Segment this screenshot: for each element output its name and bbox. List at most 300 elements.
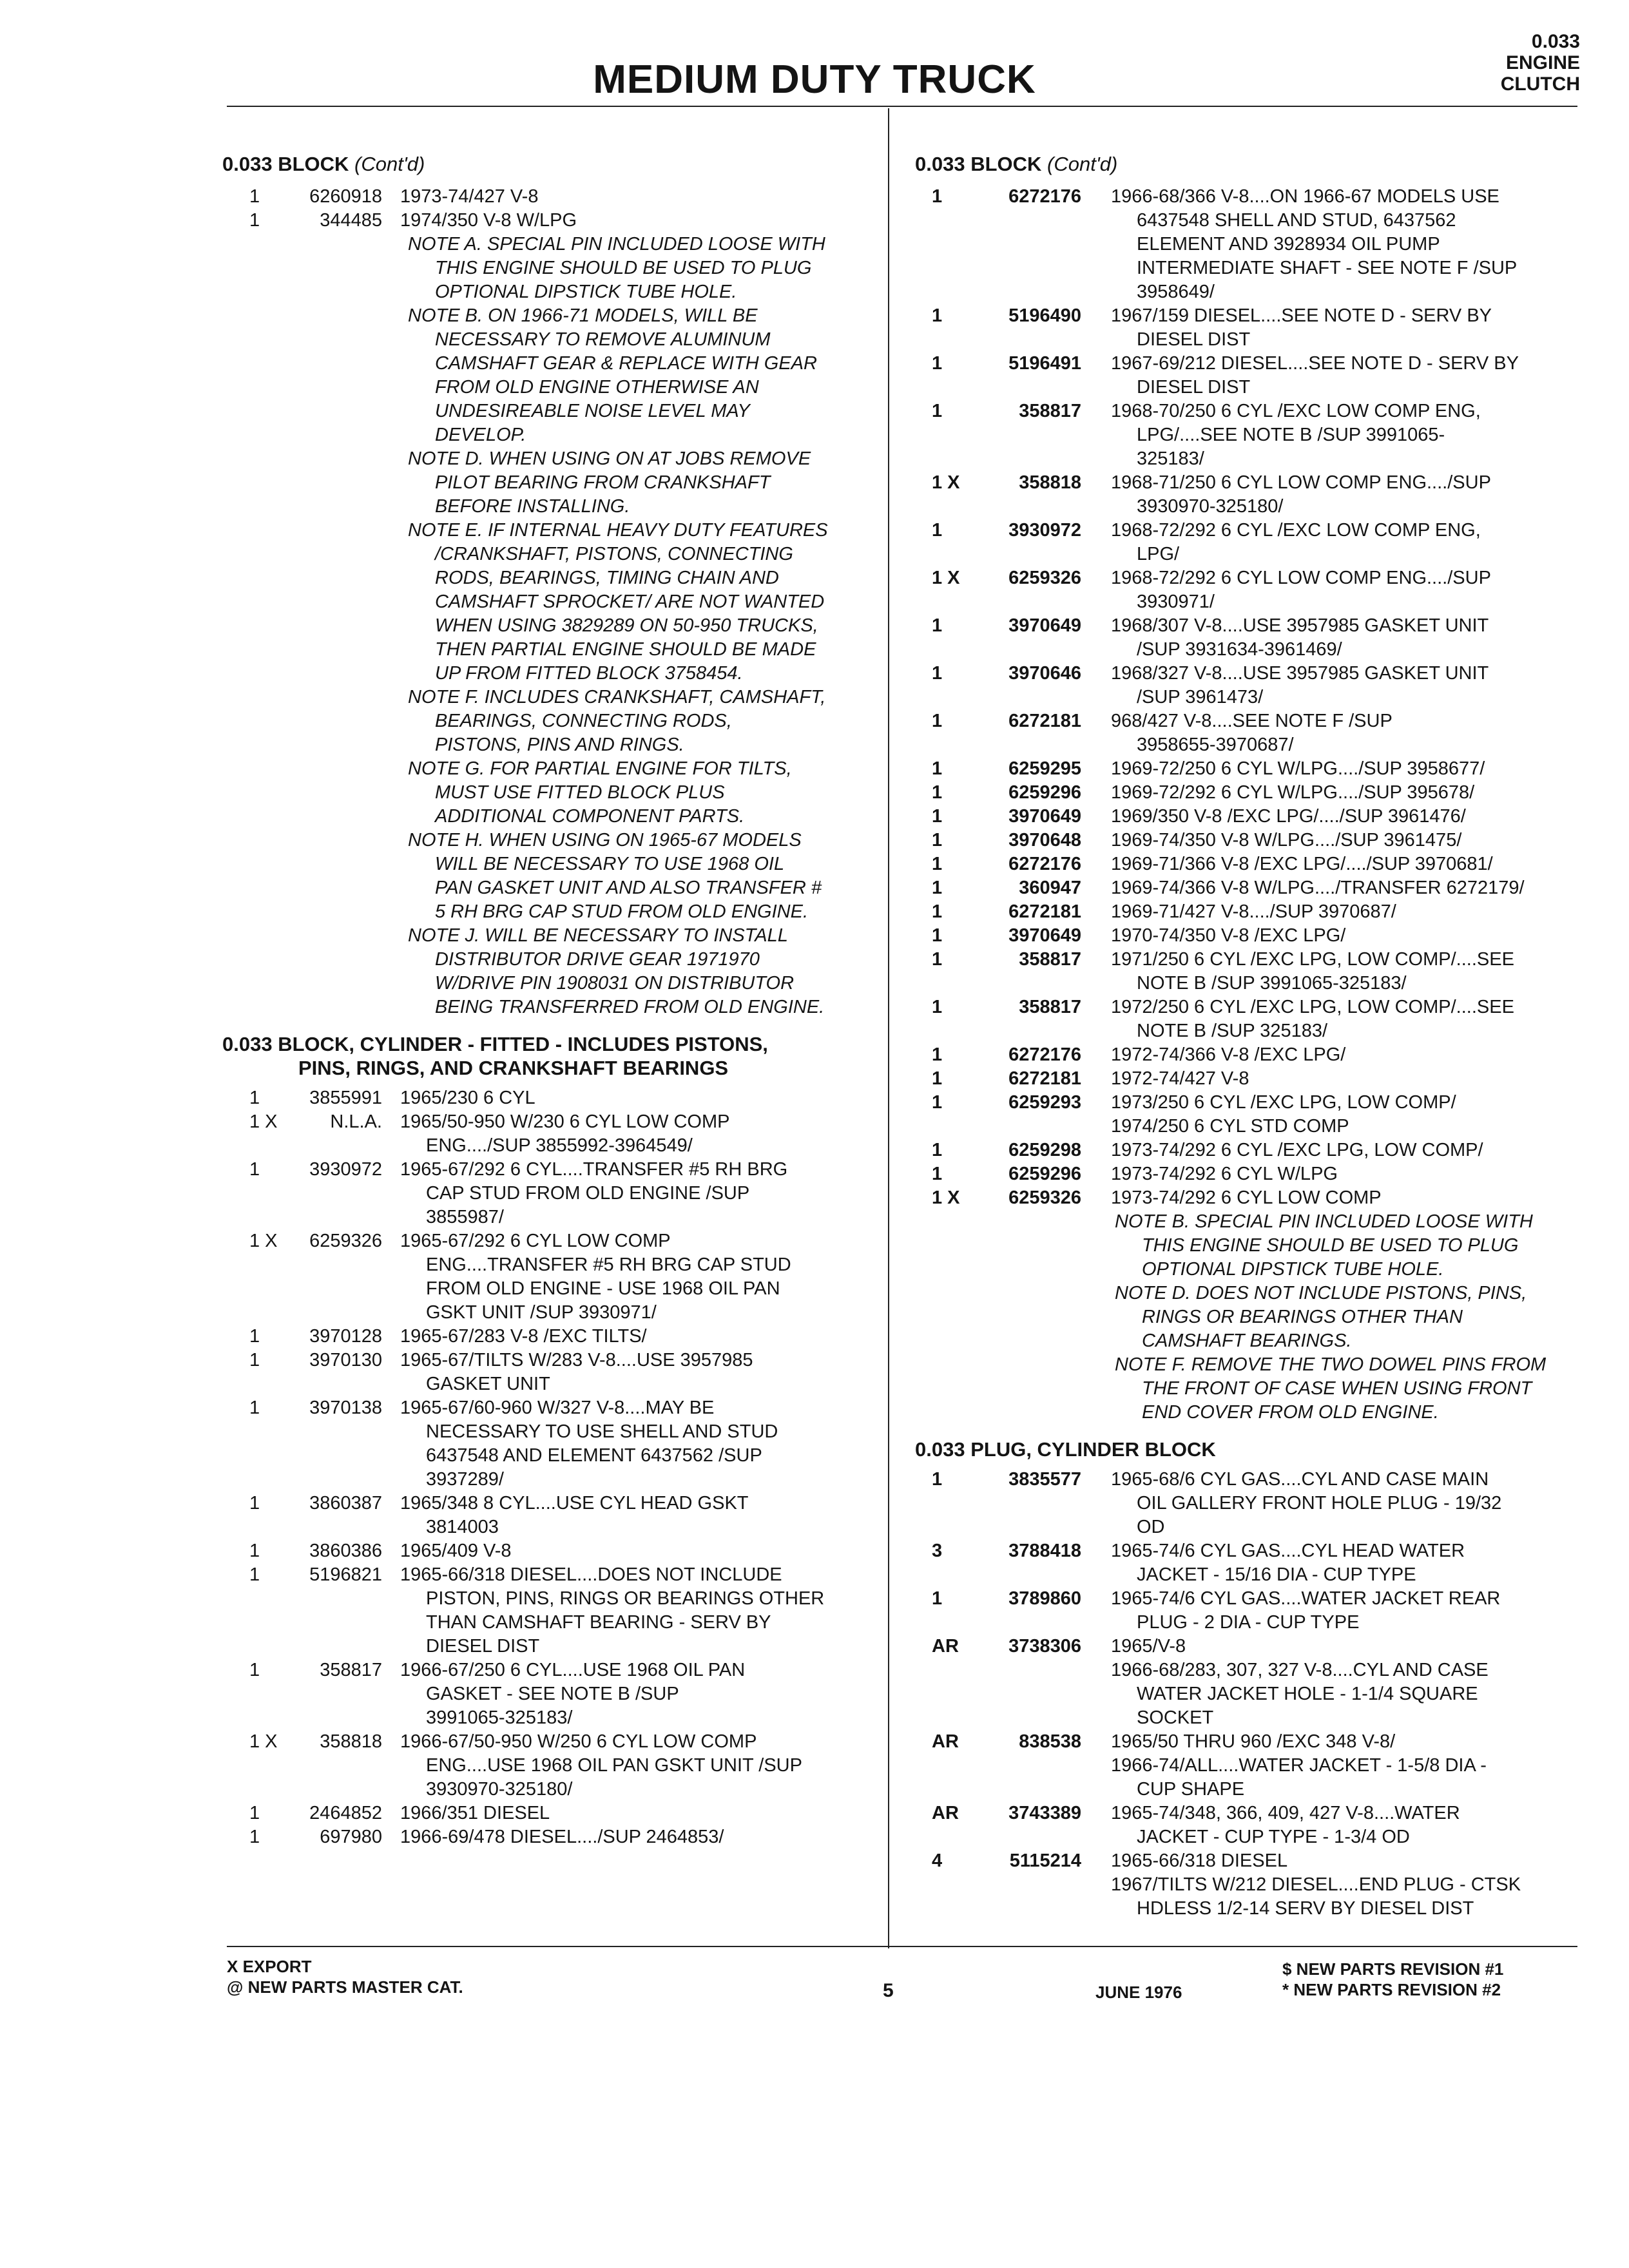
part-entry xyxy=(249,1825,873,1849)
part-number: 358818 xyxy=(1019,472,1081,493)
part-number: 3738306 xyxy=(1008,1636,1081,1657)
part-quantity: 1 xyxy=(932,949,943,970)
part-description-line: 1967/159 DIESEL....SEE NOTE D - SERV BY xyxy=(1111,305,1492,326)
part-description-line: 1966-69/478 DIESEL..../SUP 2464853/ xyxy=(400,1827,724,1847)
part-quantity: AR xyxy=(932,1731,959,1752)
section-number: 0.033 xyxy=(222,153,273,175)
note-block xyxy=(915,1353,1576,1425)
note-line-cont: BEFORE INSTALLING. xyxy=(435,496,630,517)
part-entry xyxy=(932,1043,1576,1067)
part-description-cont: JACKET - CUP TYPE - 1-3/4 OD xyxy=(1137,1827,1410,1847)
part-quantity: 1 xyxy=(932,1164,943,1184)
part-description-line: 1965-66/318 DIESEL xyxy=(1111,1850,1288,1871)
part-description xyxy=(1081,1754,1576,1802)
left-entries-block xyxy=(222,185,873,233)
part-entry xyxy=(932,1091,1576,1115)
part-description-cont: NOTE B /SUP 3991065-325183/ xyxy=(1137,973,1407,994)
part-entry xyxy=(249,1110,873,1158)
section-number: 0.033 xyxy=(915,153,965,175)
part-quantity: 1 xyxy=(932,806,943,827)
part-description xyxy=(1081,519,1576,566)
part-description-line: 1968-70/250 6 CYL /EXC LOW COMP ENG, xyxy=(1111,401,1481,421)
part-description-line: 1965-74/6 CYL GAS....WATER JACKET REAR xyxy=(1111,1588,1501,1609)
part-description-cont: 3814003 xyxy=(426,1517,499,1537)
note-line: NOTE H. WHEN USING ON 1965-67 MODELS xyxy=(408,830,802,850)
part-description xyxy=(1081,1849,1576,1873)
part-description-line: 1966-68/366 V-8....ON 1966-67 MODELS USE xyxy=(1111,186,1499,207)
note-block xyxy=(222,757,873,829)
part-entry xyxy=(249,209,873,233)
part-description-cont: GASKET UNIT xyxy=(426,1374,550,1394)
part-description-line: 1965-67/292 6 CYL LOW COMP xyxy=(400,1231,671,1251)
part-quantity: 1 xyxy=(932,353,943,374)
part-entry xyxy=(249,1539,873,1563)
revision-2-legend: * NEW PARTS REVISION #2 xyxy=(1282,1980,1501,1999)
note-line-cont: BEING TRANSFERRED FROM OLD ENGINE. xyxy=(435,997,825,1017)
part-entry xyxy=(932,1849,1576,1873)
part-number: 6272181 xyxy=(1008,1068,1081,1089)
part-description xyxy=(382,1492,873,1539)
part-description-cont: DIESEL DIST xyxy=(1137,377,1251,398)
note-block xyxy=(222,829,873,924)
part-description-line: 1969-74/350 V-8 W/LPG..../SUP 3961475/ xyxy=(1111,830,1462,850)
part-description-cont: WATER JACKET HOLE - 1-1/4 SQUARE xyxy=(1137,1684,1478,1704)
note-line-cont: FROM OLD ENGINE OTHERWISE AN xyxy=(435,377,759,398)
part-entry xyxy=(932,1139,1576,1162)
part-quantity: 1 xyxy=(932,878,943,898)
note-line-cont: THIS ENGINE SHOULD BE USED TO PLUG xyxy=(435,258,812,278)
part-number: 3860387 xyxy=(309,1493,382,1514)
export-legend: X EXPORT xyxy=(227,1957,312,1976)
section-subgroup: CLUTCH xyxy=(1500,73,1580,95)
note-line-cont: /CRANKSHAFT, PISTONS, CONNECTING xyxy=(435,544,793,564)
part-number: 3835577 xyxy=(1008,1469,1081,1490)
part-number: 3788418 xyxy=(1008,1541,1081,1561)
part-description-line: 1966-74/ALL....WATER JACKET - 1-5/8 DIA - xyxy=(1111,1755,1487,1776)
section-number: 0.033 xyxy=(1531,31,1580,52)
part-description-line: 1965-74/6 CYL GAS....CYL HEAD WATER xyxy=(1111,1541,1465,1561)
part-number: 344485 xyxy=(320,210,382,231)
section-continued: (Cont'd) xyxy=(1047,153,1118,175)
part-description-cont: INTERMEDIATE SHAFT - SEE NOTE F /SUP xyxy=(1137,258,1518,278)
note-line-cont: DEVELOP. xyxy=(435,425,526,445)
part-description xyxy=(1081,805,1576,829)
part-description-line: 1966-67/250 6 CYL....USE 1968 OIL PAN xyxy=(400,1660,746,1680)
part-entry xyxy=(249,1563,873,1658)
part-number: 6272176 xyxy=(1008,186,1081,207)
part-description-line: 1965-67/283 V-8 /EXC TILTS/ xyxy=(400,1326,647,1347)
note-line-cont: PAN GASKET UNIT AND ALSO TRANSFER # xyxy=(435,878,822,898)
part-quantity: 1 xyxy=(932,997,943,1017)
part-quantity: 1 X xyxy=(249,1231,278,1251)
part-description-cont: CAP STUD FROM OLD ENGINE /SUP xyxy=(426,1183,750,1204)
part-entry xyxy=(249,1325,873,1349)
part-quantity: 1 xyxy=(932,901,943,922)
part-description xyxy=(382,1802,873,1825)
part-number: 6259296 xyxy=(1008,782,1081,803)
part-description xyxy=(1081,566,1576,614)
part-quantity: 4 xyxy=(932,1850,943,1871)
section-heading-plug xyxy=(915,1437,1576,1461)
part-entry xyxy=(932,1635,1576,1658)
part-description-cont: NECESSARY TO USE SHELL AND STUD xyxy=(426,1421,778,1442)
part-description-line: 1968-71/250 6 CYL LOW COMP ENG..../SUP xyxy=(1111,472,1491,493)
part-description-line: 1973-74/292 6 CYL LOW COMP xyxy=(1111,1187,1382,1208)
note-line-cont: CAMSHAFT GEAR & REPLACE WITH GEAR xyxy=(435,353,817,374)
part-description xyxy=(382,1539,873,1563)
part-number: 6259296 xyxy=(1008,1164,1081,1184)
note-line: NOTE J. WILL BE NECESSARY TO INSTALL xyxy=(408,925,788,946)
part-description-cont: 3930970-325180/ xyxy=(1137,496,1284,517)
part-description xyxy=(1081,1587,1576,1635)
part-description xyxy=(1081,757,1576,781)
section-number: 0.033 xyxy=(915,1438,965,1461)
part-description xyxy=(1081,662,1576,709)
part-entry xyxy=(932,1658,1576,1730)
part-description-line: 1969-74/366 V-8 W/LPG..../TRANSFER 6272179/ xyxy=(1111,878,1525,898)
part-description-line: 1969-72/292 6 CYL W/LPG..../SUP 395678/ xyxy=(1111,782,1475,803)
part-quantity: AR xyxy=(932,1803,959,1823)
part-number: 3970138 xyxy=(309,1398,382,1418)
part-quantity: 1 xyxy=(249,1660,260,1680)
part-description-line: 1972-74/427 V-8 xyxy=(1111,1068,1249,1089)
part-quantity: 1 xyxy=(249,186,260,207)
part-quantity: 1 xyxy=(249,1398,260,1418)
part-quantity: 1 xyxy=(932,1068,943,1089)
part-number: 358817 xyxy=(1019,949,1081,970)
part-description-line: 1965-67/TILTS W/283 V-8....USE 3957985 xyxy=(400,1350,753,1370)
note-line-cont: RODS, BEARINGS, TIMING CHAIN AND xyxy=(435,568,779,588)
part-description xyxy=(1081,1139,1576,1162)
part-number: 6260918 xyxy=(309,186,382,207)
part-quantity: 1 xyxy=(932,1140,943,1160)
part-entry xyxy=(932,709,1576,757)
part-description-cont: PISTON, PINS, RINGS OR BEARINGS OTHER xyxy=(426,1588,825,1609)
part-description-line: 1965/50-950 W/230 6 CYL LOW COMP xyxy=(400,1111,730,1132)
part-description xyxy=(1081,1067,1576,1091)
part-quantity: 1 xyxy=(932,401,943,421)
part-description xyxy=(1081,1115,1576,1139)
part-number: N.L.A. xyxy=(330,1111,382,1132)
part-description-cont: NOTE B /SUP 325183/ xyxy=(1137,1021,1328,1041)
note-line-cont: OPTIONAL DIPSTICK TUBE HOLE. xyxy=(1142,1259,1444,1280)
part-number: 3970130 xyxy=(309,1350,382,1370)
part-number: 2464852 xyxy=(309,1803,382,1823)
note-line: NOTE G. FOR PARTIAL ENGINE FOR TILTS, xyxy=(408,758,792,779)
part-description-cont: /SUP 3961473/ xyxy=(1137,687,1264,707)
part-description-line: 1973-74/427 V-8 xyxy=(400,186,539,207)
section-number: 0.033 xyxy=(222,1033,273,1055)
part-quantity: 1 xyxy=(932,663,943,684)
part-description-cont: FROM OLD ENGINE - USE 1968 OIL PAN xyxy=(426,1278,780,1299)
part-number: 6259293 xyxy=(1008,1092,1081,1113)
part-entry xyxy=(249,1158,873,1229)
part-quantity: 1 xyxy=(249,1827,260,1847)
note-line-cont: OPTIONAL DIPSTICK TUBE HOLE. xyxy=(435,282,737,302)
revision-1-legend: $ NEW PARTS REVISION #1 xyxy=(1282,1959,1504,1979)
part-entry xyxy=(932,399,1576,471)
part-description-cont: /SUP 3931634-3961469/ xyxy=(1137,639,1342,660)
part-description-cont: ENG....USE 1968 OIL PAN GSKT UNIT /SUP xyxy=(426,1755,802,1776)
part-entry xyxy=(932,662,1576,709)
section-title-cont: PINS, RINGS, AND CRANKSHAFT BEARINGS xyxy=(298,1057,729,1079)
part-quantity: 3 xyxy=(932,1541,943,1561)
part-description xyxy=(382,1229,873,1325)
part-description xyxy=(382,1349,873,1396)
note-line-cont: CAMSHAFT SPROCKET/ ARE NOT WANTED xyxy=(435,591,825,612)
note-line-cont: WHEN USING 3829289 ON 50-950 TRUCKS, xyxy=(435,615,818,636)
note-line-cont: W/DRIVE PIN 1908031 ON DISTRIBUTOR xyxy=(435,973,795,994)
part-entry xyxy=(932,781,1576,805)
part-entry xyxy=(932,471,1576,519)
part-entry xyxy=(932,304,1576,352)
part-description-cont: CUP SHAPE xyxy=(1137,1779,1245,1800)
part-number: 5196490 xyxy=(1008,305,1081,326)
note-block xyxy=(915,1282,1576,1353)
part-entry xyxy=(932,1730,1576,1754)
part-number: 6259295 xyxy=(1008,758,1081,779)
note-line-cont: THE FRONT OF CASE WHEN USING FRONT xyxy=(1142,1378,1532,1399)
part-number: 3743389 xyxy=(1008,1803,1081,1823)
part-description xyxy=(382,1086,873,1110)
note-line-cont: UP FROM FITTED BLOCK 3758454. xyxy=(435,663,743,684)
part-description-cont: GASKET - SEE NOTE B /SUP xyxy=(426,1684,679,1704)
part-entry xyxy=(932,185,1576,304)
part-description-line: 1966-67/50-950 W/250 6 CYL LOW COMP xyxy=(400,1731,757,1752)
right-notes xyxy=(915,1210,1576,1425)
right-entries-plug xyxy=(915,1468,1576,1921)
part-quantity: 1 xyxy=(249,1493,260,1514)
part-description xyxy=(382,209,873,233)
part-entry xyxy=(932,1539,1576,1587)
part-description xyxy=(1081,304,1576,352)
note-block xyxy=(222,519,873,686)
part-description-cont: LPG/....SEE NOTE B /SUP 3991065- xyxy=(1137,425,1445,445)
note-line: NOTE B. SPECIAL PIN INCLUDED LOOSE WITH xyxy=(1115,1211,1533,1232)
part-description-line: 1971/250 6 CYL /EXC LPG, LOW COMP/....SEE xyxy=(1111,949,1514,970)
section-title: PLUG, CYLINDER BLOCK xyxy=(970,1438,1216,1461)
part-entry xyxy=(932,1162,1576,1186)
part-quantity: 1 xyxy=(932,782,943,803)
part-description-line: 1965-67/292 6 CYL....TRANSFER #5 RH BRG xyxy=(400,1159,788,1180)
part-description xyxy=(1081,709,1576,757)
part-quantity xyxy=(932,1658,977,1730)
part-description-line: 1966/351 DIESEL xyxy=(400,1803,550,1823)
part-description xyxy=(382,1158,873,1229)
part-description xyxy=(382,1730,873,1802)
part-description xyxy=(1081,1186,1576,1210)
part-description-line: 1965/50 THRU 960 /EXC 348 V-8/ xyxy=(1111,1731,1396,1752)
part-description xyxy=(1081,185,1576,304)
part-description-cont: PLUG - 2 DIA - CUP TYPE xyxy=(1137,1612,1360,1633)
part-entry xyxy=(932,1754,1576,1802)
part-description xyxy=(1081,1658,1576,1730)
part-description-line: 1970-74/350 V-8 /EXC LPG/ xyxy=(1111,925,1346,946)
note-line-cont: RINGS OR BEARINGS OTHER THAN xyxy=(1142,1307,1463,1327)
part-number: 3855991 xyxy=(309,1088,382,1108)
part-number: 6272181 xyxy=(1008,711,1081,731)
part-quantity xyxy=(932,1754,977,1802)
part-entry xyxy=(932,566,1576,614)
part-description-line: 1968-72/292 6 CYL LOW COMP ENG..../SUP xyxy=(1111,568,1491,588)
part-description-cont: ENG....TRANSFER #5 RH BRG CAP STUD xyxy=(426,1254,791,1275)
section-title: BLOCK xyxy=(278,153,349,175)
part-description xyxy=(1081,352,1576,399)
part-number: 6259326 xyxy=(1008,568,1081,588)
part-number: 3970649 xyxy=(1008,925,1081,946)
right-column xyxy=(915,152,1576,1921)
part-description-line: 1973/250 6 CYL /EXC LPG, LOW COMP/ xyxy=(1111,1092,1456,1113)
part-number: 358817 xyxy=(1019,997,1081,1017)
part-quantity: 1 xyxy=(932,1092,943,1113)
part-number xyxy=(977,1658,1081,1730)
column-divider xyxy=(888,108,889,1948)
part-quantity: 1 xyxy=(932,305,943,326)
part-description-cont: 3991065-325183/ xyxy=(426,1707,573,1728)
part-description-line: 1968/327 V-8....USE 3957985 GASKET UNIT xyxy=(1111,663,1489,684)
part-description-line: 1974/250 6 CYL STD COMP xyxy=(1111,1116,1349,1137)
part-entry xyxy=(932,876,1576,900)
section-heading-block xyxy=(222,152,873,176)
part-description-cont: 6437548 AND ELEMENT 6437562 /SUP xyxy=(426,1445,762,1466)
part-description xyxy=(1081,399,1576,471)
part-entry xyxy=(932,900,1576,924)
part-description-cont: OD xyxy=(1137,1517,1165,1537)
part-description-line: 1967-69/212 DIESEL....SEE NOTE D - SERV BY xyxy=(1111,353,1519,374)
part-entry xyxy=(932,1468,1576,1539)
part-description xyxy=(382,1396,873,1492)
section-heading-fitted-block xyxy=(222,1032,873,1080)
section-title: BLOCK xyxy=(970,153,1042,175)
note-line-cont: NECESSARY TO REMOVE ALUMINUM xyxy=(435,329,771,350)
part-description-cont: OIL GALLERY FRONT HOLE PLUG - 19/32 xyxy=(1137,1493,1502,1514)
note-line-cont: 5 RH BRG CAP STUD FROM OLD ENGINE. xyxy=(435,901,808,922)
part-description-cont: 325183/ xyxy=(1137,448,1204,469)
part-description xyxy=(1081,829,1576,852)
part-description-line: 1968-72/292 6 CYL /EXC LOW COMP ENG, xyxy=(1111,520,1481,541)
part-entry xyxy=(932,1587,1576,1635)
part-description-line: 1965-67/60-960 W/327 V-8....MAY BE xyxy=(400,1398,715,1418)
note-line: NOTE D. WHEN USING ON AT JOBS REMOVE xyxy=(408,448,811,469)
part-description-cont: DIESEL DIST xyxy=(426,1636,540,1657)
part-entry xyxy=(932,757,1576,781)
note-line: NOTE F. REMOVE THE TWO DOWEL PINS FROM xyxy=(1115,1354,1547,1375)
part-entry xyxy=(932,995,1576,1043)
part-quantity: 1 xyxy=(932,1044,943,1065)
part-number: 6272176 xyxy=(1008,1044,1081,1065)
part-number: 358817 xyxy=(320,1660,382,1680)
part-description-line: 1966-68/283, 307, 327 V-8....CYL AND CASE xyxy=(1111,1660,1489,1680)
part-number: 3930972 xyxy=(309,1159,382,1180)
part-quantity xyxy=(932,1873,977,1921)
part-quantity: 1 xyxy=(932,711,943,731)
note-line-cont: CAMSHAFT BEARINGS. xyxy=(1142,1331,1352,1351)
part-description xyxy=(1081,1162,1576,1186)
master-cat-legend: @ NEW PARTS MASTER CAT. xyxy=(227,1977,463,1997)
part-description-line: 1969/350 V-8 /EXC LPG/..../SUP 3961476/ xyxy=(1111,806,1466,827)
note-line: NOTE E. IF INTERNAL HEAVY DUTY FEATURES xyxy=(408,520,828,541)
part-description xyxy=(1081,614,1576,662)
note-line-cont: END COVER FROM OLD ENGINE. xyxy=(1142,1402,1439,1423)
section-title: BLOCK, CYLINDER - FITTED - INCLUDES PISTONS, xyxy=(278,1033,768,1055)
note-block xyxy=(222,304,873,447)
part-quantity: 1 xyxy=(249,1541,260,1561)
note-block xyxy=(222,447,873,519)
part-quantity: 1 xyxy=(932,615,943,636)
part-entry xyxy=(932,1802,1576,1849)
part-description xyxy=(1081,781,1576,805)
left-entries-fitted-block xyxy=(222,1086,873,1849)
part-description-line: 968/427 V-8....SEE NOTE F /SUP xyxy=(1111,711,1393,731)
part-quantity: 1 xyxy=(932,854,943,874)
part-quantity: 1 xyxy=(249,1326,260,1347)
part-quantity: 1 X xyxy=(932,1187,960,1208)
part-entry xyxy=(932,948,1576,995)
part-entry xyxy=(249,1802,873,1825)
part-description xyxy=(1081,1043,1576,1067)
part-description-cont: 3958649/ xyxy=(1137,282,1215,302)
part-description-cont: 6437548 SHELL AND STUD, 6437562 xyxy=(1137,210,1456,231)
part-number: 3789860 xyxy=(1008,1588,1081,1609)
part-number: 6259298 xyxy=(1008,1140,1081,1160)
note-line: NOTE D. DOES NOT INCLUDE PISTONS, PINS, xyxy=(1115,1283,1527,1303)
part-description-cont: 3937289/ xyxy=(426,1469,504,1490)
part-entry xyxy=(932,519,1576,566)
part-description xyxy=(1081,471,1576,519)
page-number: 5 xyxy=(883,1980,894,2001)
part-description xyxy=(1081,1468,1576,1539)
part-entry xyxy=(932,1186,1576,1210)
part-description-line: 1965/348 8 CYL....USE CYL HEAD GSKT xyxy=(400,1493,749,1514)
note-line-cont: THEN PARTIAL ENGINE SHOULD BE MADE xyxy=(435,639,816,660)
note-block xyxy=(222,686,873,757)
note-block xyxy=(222,924,873,1019)
part-description-line: 1965/230 6 CYL xyxy=(400,1088,535,1108)
part-number: 3970649 xyxy=(1008,806,1081,827)
publication-date: JUNE 1976 xyxy=(1095,1983,1182,2002)
part-description xyxy=(1081,995,1576,1043)
part-entry xyxy=(249,1730,873,1802)
part-number: 838538 xyxy=(1019,1731,1081,1752)
part-description-line: 1965/409 V-8 xyxy=(400,1541,512,1561)
left-notes xyxy=(222,233,873,1019)
part-quantity: 1 xyxy=(932,1588,943,1609)
part-entry xyxy=(249,1349,873,1396)
part-description-cont: DIESEL DIST xyxy=(1137,329,1251,350)
part-entry xyxy=(932,352,1576,399)
part-entry xyxy=(249,185,873,209)
part-description xyxy=(382,1658,873,1730)
part-quantity: 1 xyxy=(249,210,260,231)
part-quantity: AR xyxy=(932,1636,959,1657)
part-description xyxy=(1081,1802,1576,1849)
part-description-line: 1965/V-8 xyxy=(1111,1636,1186,1657)
part-description-line: 1968/307 V-8....USE 3957985 GASKET UNIT xyxy=(1111,615,1489,636)
note-line: NOTE B. ON 1966-71 MODELS, WILL BE xyxy=(408,305,758,326)
part-description-line: 1969-71/366 V-8 /EXC LPG/..../SUP 3970681/ xyxy=(1111,854,1493,874)
part-quantity: 1 xyxy=(249,1088,260,1108)
part-number: 3970649 xyxy=(1008,615,1081,636)
part-description-cont: LPG/ xyxy=(1137,544,1180,564)
part-description-line: 1967/TILTS W/212 DIESEL....END PLUG - CTSK xyxy=(1111,1874,1521,1895)
part-number: 3970646 xyxy=(1008,663,1081,684)
part-quantity: 1 xyxy=(249,1564,260,1585)
part-description-line: 1974/350 V-8 W/LPG xyxy=(400,210,577,231)
part-description xyxy=(1081,900,1576,924)
part-description xyxy=(1081,1635,1576,1658)
part-description xyxy=(382,1825,873,1849)
part-number: 5196491 xyxy=(1008,353,1081,374)
